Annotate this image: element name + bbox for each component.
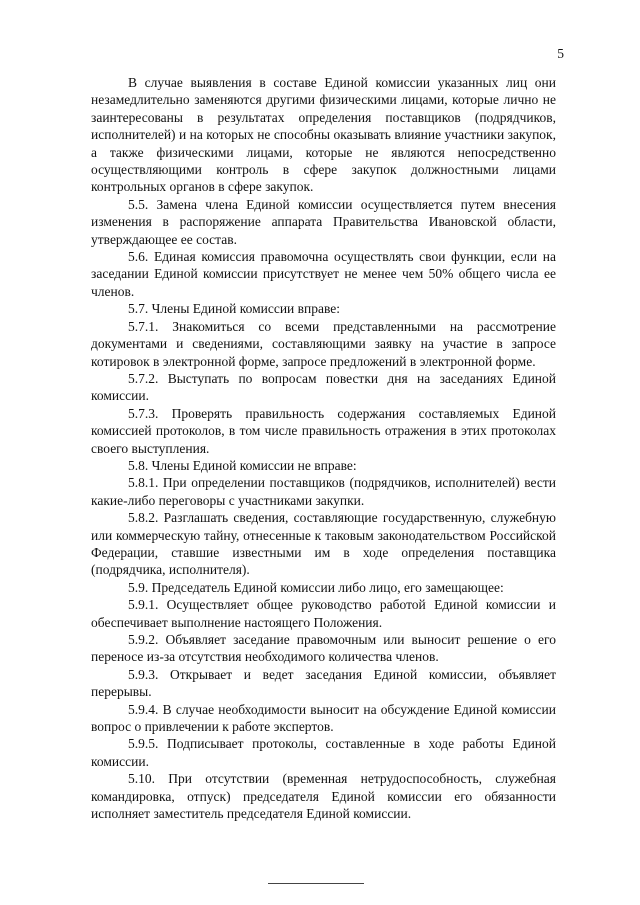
footer-divider	[268, 883, 364, 884]
paragraph-5-7-3: 5.7.3. Проверять правильность содержания составляемых Единой комиссией протоколов, в том числе правильность отражения в этих протоколах своего выступления.	[91, 405, 556, 456]
paragraph-5-7-2: 5.7.2. Выступать по вопросам повестки дня на заседаниях Единой комиссии.	[91, 370, 556, 404]
paragraph-5-7: 5.7. Члены Единой комиссии вправе:	[128, 301, 341, 317]
paragraph-5-9-3: 5.9.3. Открывает и ведет заседания Единой комиссии, объявляет перерывы.	[91, 666, 556, 700]
document-body	[91, 74, 556, 822]
paragraph-5-8-2: 5.8.2. Разглашать сведения, составляющие государственную, служебную или коммерческую тайну, отнесенные к таковым законодательством Российской Федерации, ставшие известными им в ходе определения поставщика (подрядчика, исполнителя).	[91, 510, 556, 578]
paragraph-5-5: 5.5. Замена члена Единой комиссии осуществляется путем внесения изменения в распоряжение аппарата Правительства Ивановской области, утверждающее ее состав.	[91, 196, 556, 247]
paragraph-5-6: 5.6. Единая комиссия правомочна осуществлять свои функции, если на заседании Единой комиссии присутствует не менее чем 50% общего числа ее членов.	[91, 249, 556, 299]
paragraph-5-10: 5.10. При отсутствии (временная нетрудоспособность, служебная командировка, отпуск) председателя Единой комиссии его обязанности исполняет заместитель председателя Единой комиссии.	[91, 771, 556, 822]
paragraph-5-8-1: 5.8.1. При определении поставщиков (подрядчиков, исполнителей) вести какие-либо переговоры с участниками закупки.	[91, 475, 556, 508]
paragraph-5-8: 5.8. Члены Единой комиссии не вправе:	[128, 457, 357, 473]
paragraph-5-9: 5.9. Председатель Единой комиссии либо лицо, его замещающее:	[128, 579, 504, 595]
page-number: 5	[557, 46, 564, 61]
paragraph-replacement-of-members: В случае выявления в составе Единой комиссии указанных лиц они незамедлительно заменяются другими физическими лицами, которые лично не заинтересованы в результатах определения поставщиков (подрядчиков, исполнителей) и на которых не способны оказывать влияние участники закупок, а также физическими лицами, которые не являются непосредственно осуществляющими контроль в сфере закупок должностными лицами контрольных органов в сфере закупок.	[91, 75, 556, 195]
paragraph-5-7-1: 5.7.1. Знакомиться со всеми представленными на рассмотрение документами и сведениями, составляющими заявку на участие в запросе котировок в электронной форме, запросе предложений в электронной форме.	[91, 318, 556, 369]
paragraph-5-9-2: 5.9.2. Объявляет заседание правомочным или выносит решение о его переносе из-за отсутствия необходимого количества членов.	[91, 632, 556, 665]
paragraph-5-9-4: 5.9.4. В случае необходимости выносит на обсуждение Единой комиссии вопрос о привлечении к работе экспертов.	[91, 701, 556, 735]
paragraph-5-9-1: 5.9.1. Осуществляет общее руководство работой Единой комиссии и обеспечивает выполнение настоящего Положения.	[91, 597, 556, 630]
paragraph-5-9-5: 5.9.5. Подписывает протоколы, составленные в ходе работы Единой комиссии.	[91, 736, 556, 769]
